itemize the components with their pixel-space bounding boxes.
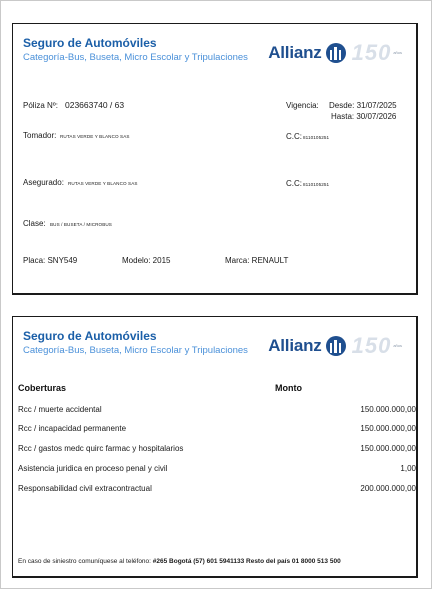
tomador-cc-value: 8110105251 — [303, 135, 330, 140]
coverage-amount: 200.000.000,00 — [360, 484, 416, 493]
asegurado-cc-value: 8110105251 — [303, 182, 330, 187]
asegurado-label: Asegurado: — [23, 178, 64, 187]
coverage-row — [18, 464, 416, 476]
card-title: Seguro de Automóviles — [23, 329, 157, 343]
allianz-eagle-icon — [326, 43, 346, 63]
coverage-name: Rcc / incapacidad permanente — [18, 424, 127, 433]
policy-card — [12, 23, 418, 295]
placa-field: Placa: SNY549 — [23, 256, 78, 265]
poliza-number: 023663740 / 63 — [65, 100, 125, 110]
anniversary-label: años — [393, 343, 402, 348]
vigencia-label: Vigencia: — [286, 101, 319, 110]
tomador-value: RUTAS VERDE Y BLANCO SAS — [60, 134, 130, 139]
coverage-name: Responsabilidad civil extracontractual — [18, 484, 152, 493]
tomador-cc-label: C.C: — [286, 132, 302, 141]
coverage-name: Rcc / muerte accidental — [18, 405, 102, 414]
coverage-card — [12, 316, 418, 578]
brand-name: Allianz — [268, 43, 322, 62]
anniversary-number: 150 — [351, 40, 392, 65]
allianz-eagle-icon — [326, 336, 346, 356]
asegurado-cc-label: C.C: — [286, 179, 302, 188]
footer-text: En caso de siniestro comuníquese al teléfono: — [18, 558, 153, 565]
card-header — [23, 36, 263, 63]
coverage-amount: 1,00 — [400, 464, 416, 473]
coberturas-header: Coberturas — [18, 383, 67, 393]
allianz-logo — [268, 334, 402, 358]
anniversary-badge — [352, 335, 402, 357]
clase-label: Clase: — [23, 219, 46, 228]
coverage-amount: 150.000.000,00 — [360, 424, 416, 433]
card-title: Seguro de Automóviles — [23, 36, 157, 50]
brand-name: Allianz — [268, 336, 322, 355]
coverage-row — [18, 444, 416, 456]
vigencia-hasta: Hasta: 30/07/2026 — [331, 112, 397, 121]
card-header — [23, 329, 263, 356]
anniversary-label: años — [393, 50, 402, 55]
monto-header: Monto — [275, 383, 302, 393]
allianz-logo — [268, 41, 402, 65]
modelo-field: Modelo: 2015 — [122, 256, 171, 265]
poliza-label: Póliza Nº: — [23, 101, 58, 110]
vigencia-desde: Desde: 31/07/2025 — [329, 101, 397, 110]
anniversary-number: 150 — [351, 333, 392, 358]
coverage-row — [18, 484, 416, 496]
anniversary-badge — [352, 42, 402, 64]
coverage-name: Asistencia juridica en proceso penal y civil — [18, 464, 168, 473]
card-subtitle: Categoría-Bus, Buseta, Micro Escolar y Tripulaciones — [23, 345, 248, 356]
claims-contact-footer — [18, 558, 341, 565]
asegurado-value: RUTAS VERDE Y BLANCO SAS — [68, 181, 138, 186]
tomador-label: Tomador: — [23, 131, 57, 140]
footer-phone: #265 Bogotá (57) 601 5941133 Resto del país 01 8000 513 500 — [152, 558, 341, 565]
marca-field: Marca: RENAULT — [225, 256, 289, 265]
coverage-row — [18, 405, 416, 417]
coverage-name: Rcc / gastos medc quirc farmac y hospitalarios — [18, 444, 184, 453]
card-subtitle: Categoría-Bus, Buseta, Micro Escolar y Tripulaciones — [23, 52, 248, 63]
coverage-amount: 150.000.000,00 — [360, 444, 416, 453]
coverage-amount: 150.000.000,00 — [360, 405, 416, 414]
clase-value: BUS / BUSETA / MICROBUS — [50, 222, 112, 227]
coverage-row — [18, 424, 416, 436]
